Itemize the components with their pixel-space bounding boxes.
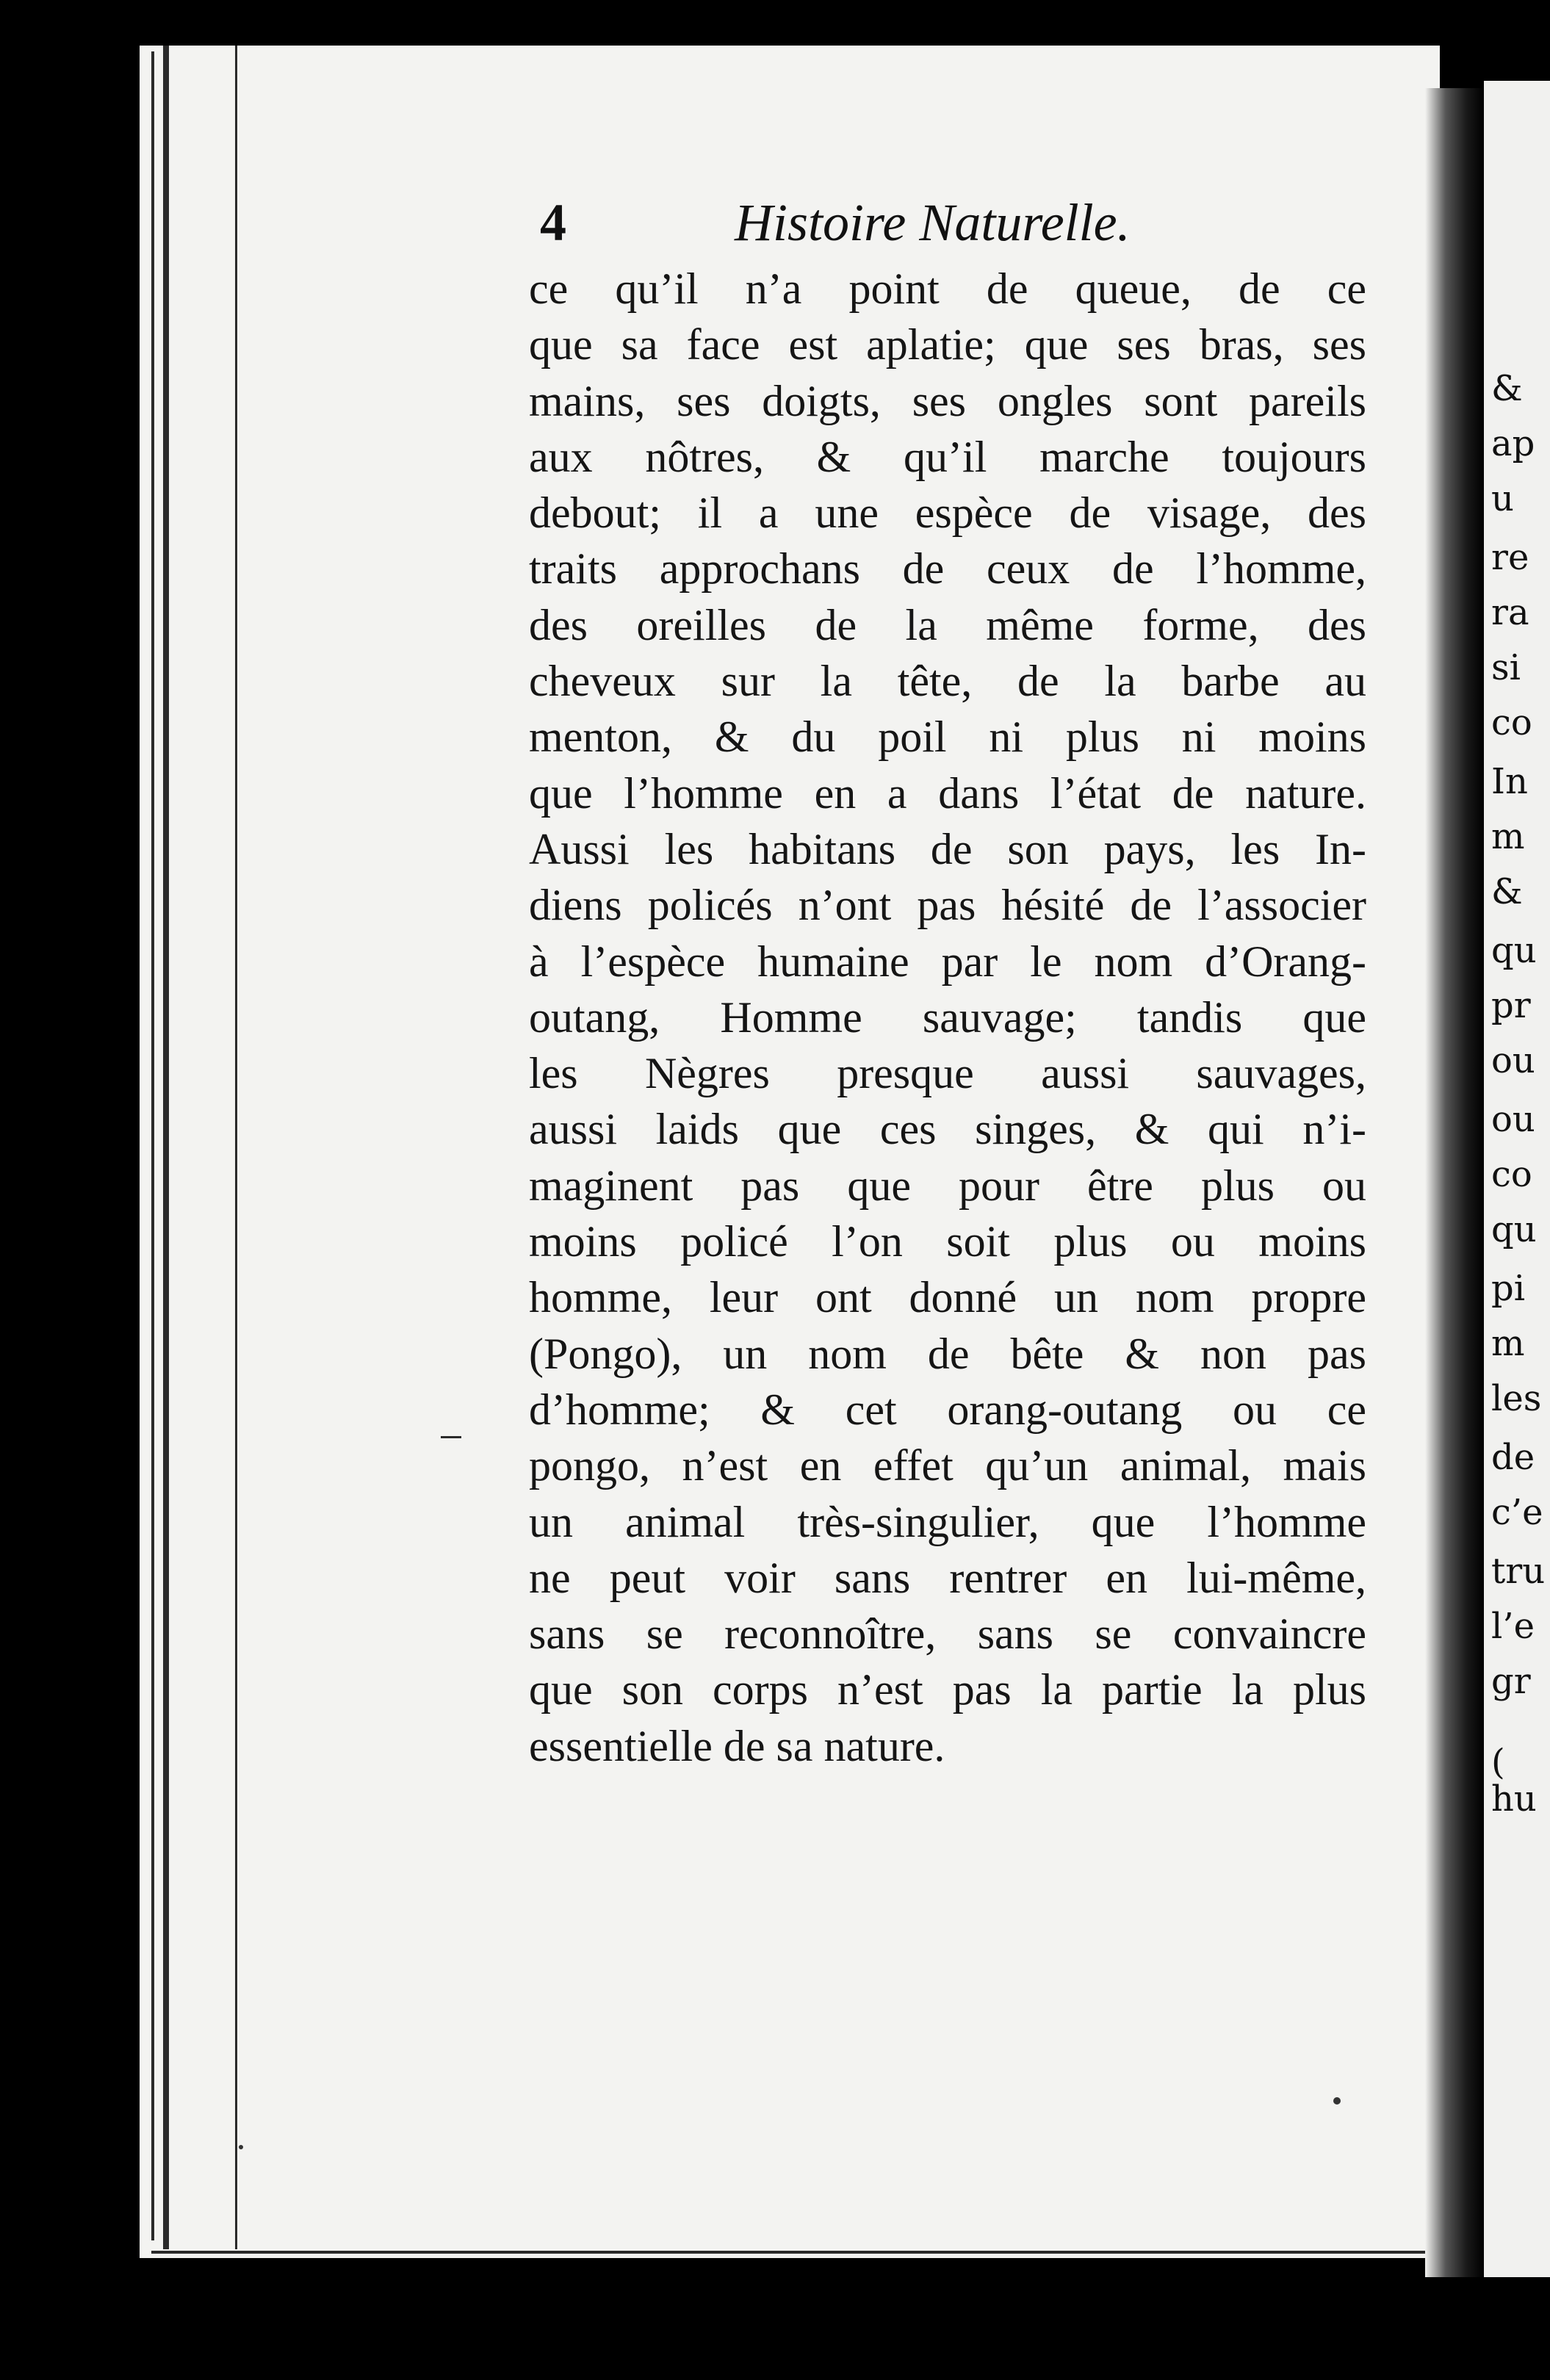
text-line: aussi laids que ces singes, & qui n’i- [529, 1105, 1366, 1154]
body-text [529, 261, 1366, 1774]
text-line: Aussi les habitans de son pays, les In- [529, 824, 1366, 873]
page-border-bottom [151, 2251, 1430, 2254]
facing-fragment: les [1491, 1378, 1542, 1419]
running-title: Histoire Naturelle. [735, 193, 1131, 252]
text-line: menton, & du poil ni plus ni moins [529, 713, 1366, 762]
page-border-left-outer [151, 51, 154, 2240]
facing-fragment: l’e [1491, 1606, 1535, 1647]
text-line: aux nôtres, & qu’il marche toujours [529, 432, 1366, 481]
facing-fragment: tru [1491, 1551, 1546, 1592]
page-border-left-thin [235, 46, 237, 2249]
facing-fragment: & [1491, 871, 1523, 912]
facing-fragment: In [1491, 761, 1528, 802]
facing-fragment: si [1491, 647, 1521, 688]
facing-fragment: re [1491, 537, 1529, 578]
page-number: 4 [540, 193, 566, 252]
text-line: outang, Homme sauvage; tandis que [529, 992, 1366, 1042]
facing-fragment: qu [1491, 1209, 1537, 1250]
text-line: moins policé l’on soit plus ou moins [529, 1217, 1366, 1266]
text-line: un animal très-singulier, que l’homme [529, 1497, 1366, 1546]
text-line: que son corps n’est pas la partie la plus [529, 1665, 1366, 1714]
ink-speck [239, 2145, 243, 2149]
text-line: des oreilles de la même forme, des [529, 600, 1366, 649]
facing-fragment: hu [1491, 1778, 1537, 1820]
text-line: maginent pas que pour être plus ou [529, 1161, 1366, 1210]
text-line: (Pongo), un nom de bête & non pas [529, 1329, 1366, 1378]
book-gutter [1425, 88, 1484, 2277]
text-line: que sa face est aplatie; que ses bras, ses [529, 320, 1366, 369]
text-line: homme, leur ont donné un nom propre [529, 1273, 1366, 1322]
text-line: pongo, n’est en effet qu’un animal, mais [529, 1441, 1366, 1490]
text-line: traits approchans de ceux de l’homme, [529, 544, 1366, 594]
page-border-left-inner [163, 46, 169, 2249]
facing-fragment: c’e [1491, 1492, 1543, 1533]
facing-fragment: de [1491, 1437, 1535, 1478]
facing-fragment: co [1491, 1154, 1532, 1195]
facing-fragment: qu [1491, 930, 1537, 971]
text-line: que l’homme en a dans l’état de nature. [529, 768, 1366, 818]
text-line: ce qu’il n’a point de queue, de ce [529, 264, 1366, 313]
margin-dash [441, 1436, 461, 1438]
text-line: à l’espèce humaine par le nom d’Orang- [529, 937, 1366, 986]
text-line: ne peut voir sans rentrer en lui-même, [529, 1553, 1366, 1602]
text-line: debout; il a une espèce de visage, des [529, 488, 1366, 538]
facing-fragment: ou [1491, 1099, 1535, 1140]
facing-fragment: gr [1491, 1661, 1531, 1702]
facing-fragment: ap [1491, 423, 1535, 464]
facing-fragment: m [1491, 1323, 1525, 1364]
facing-fragment: ( [1491, 1742, 1505, 1783]
text-line: les Nègres presque aussi sauvages, [529, 1049, 1366, 1098]
facing-fragment: & [1491, 368, 1523, 409]
facing-fragment: co [1491, 702, 1532, 743]
text-line: mains, ses doigts, ses ongles sont pareils [529, 376, 1366, 425]
text-line: diens policés n’ont pas hésité de l’associer [529, 881, 1366, 930]
ink-speck [1333, 2097, 1341, 2105]
facing-fragment: m [1491, 816, 1525, 857]
facing-fragment: pi [1491, 1268, 1526, 1309]
facing-fragment: ou [1491, 1040, 1535, 1081]
text-line: essentielle de sa nature. [529, 1721, 945, 1770]
facing-fragment: pr [1491, 985, 1531, 1026]
text-line: sans se reconnoître, sans se convaincre [529, 1609, 1366, 1659]
text-line: cheveux sur la tête, de la barbe au [529, 657, 1366, 706]
facing-fragment: u [1491, 478, 1514, 519]
facing-page-edge [1484, 81, 1550, 2277]
facing-fragment: ra [1491, 592, 1529, 633]
text-line: d’homme; & cet orang-outang ou ce [529, 1385, 1366, 1434]
